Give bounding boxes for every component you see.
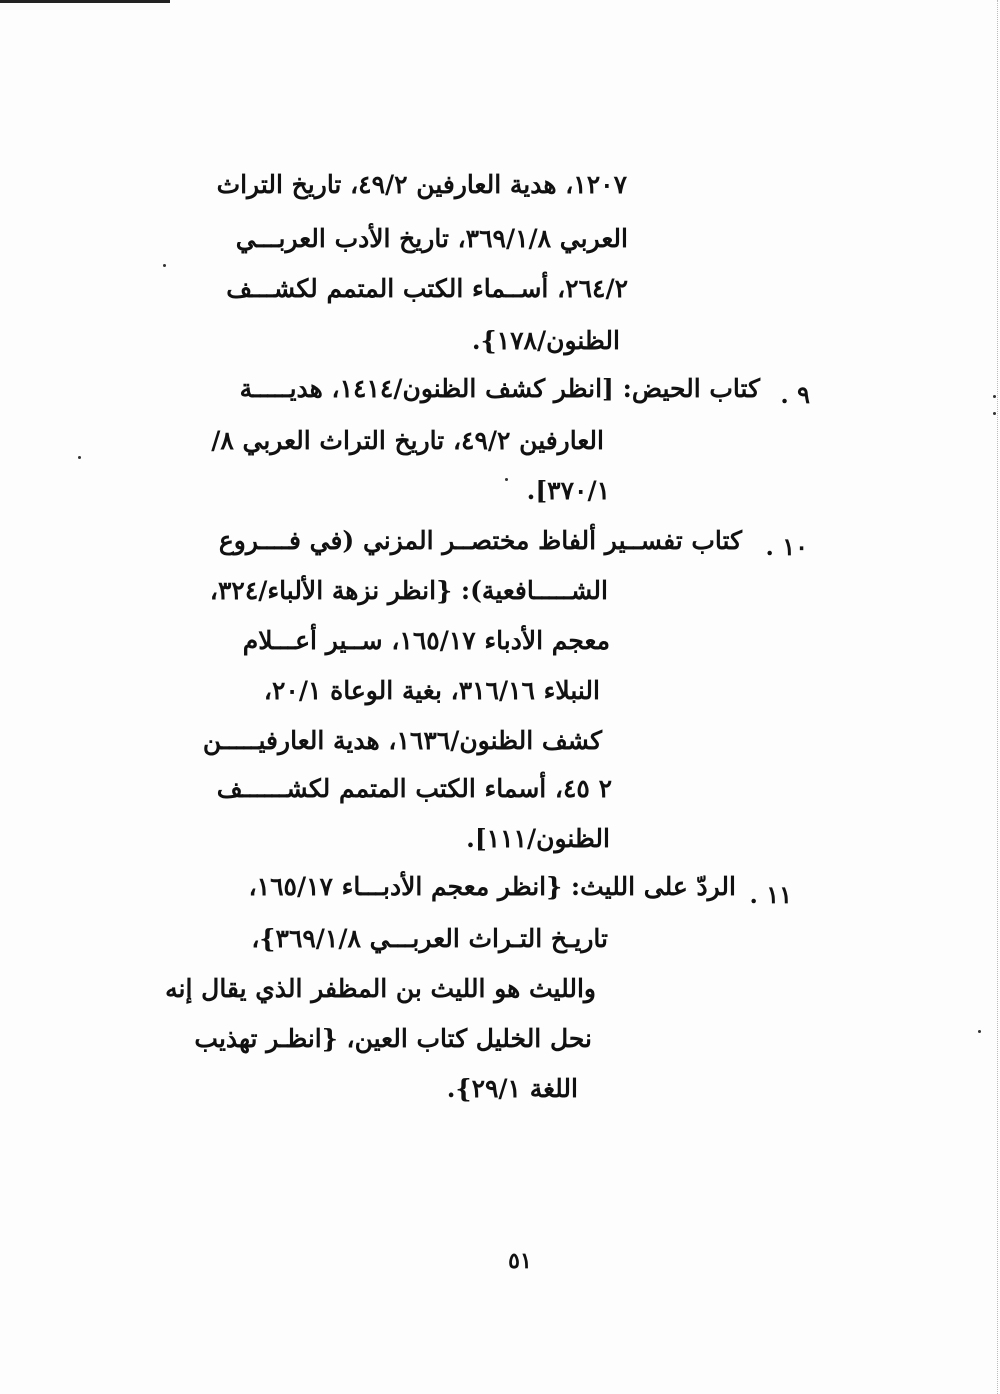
item-number-10: ١٠ . [765,532,808,561]
scan-speck [505,478,508,481]
text-line-10: معجم الأدباء ١٦٥/١٧، ســير أعـــلام [242,626,610,655]
item-number-11: ١١ . [749,880,792,909]
text-line-1: ١٢٠٧، هدية العارفين ٤٩/٢، تاريخ التراث [216,170,627,199]
text-line-16: تاريـخ التـراث العربـــي ٣٦٩/١/٨}، [251,924,608,953]
text-line-12: كشف الظنون/١٦٣٦، هدية العارفيـــــن [202,726,602,755]
text-line-8: كتاب تفســير ألفاظ مختصــر المزني (في فــــروع [218,526,742,555]
scan-speck [163,264,166,267]
scan-speck [978,1030,981,1033]
text-line-5: كتاب الحيض: [انظر كشف الظنون/١٤١٤، هديـــــة [239,374,760,403]
top-rule [0,0,170,3]
item-number-9: ٩ . [780,380,810,409]
text-line-7: ٣٧٠/١]. [526,476,610,505]
text-line-11: النبلاء ٣١٦/١٦، بغية الوعاة ٢٠/١، [263,676,600,705]
scan-speck [993,412,996,415]
text-line-4: الظنون/١٧٨}. [471,326,620,355]
page-edge [991,0,998,1394]
text-line-19: اللغة ٢٩/١}. [446,1074,578,1103]
text-line-15: الردّ على الليث: {انظر معجم الأدبـــاء ١٦٥/١٧، [248,872,736,901]
text-line-18: نحل الخليل كتاب العين، {انظـر تهذيب [194,1024,592,1053]
text-line-2: العربي ٣٦٩/١/٨، تاريخ الأدب العربـــي [235,224,628,253]
page-number: ٥١ [508,1248,532,1274]
text-line-17: والليث هو الليث بن المظفر الذي يقال إنه [165,974,596,1003]
text-line-14: الظنون/١١١]. [466,824,610,853]
scan-speck [78,456,81,459]
scan-speck [993,395,996,398]
text-line-13: ٢ ٤٥، أسماء الكتب المتمم لكشــــــف [216,774,612,803]
text-line-3: ٢٦٤/٢، أســماء الكتب المتمم لكشـــف [226,274,628,303]
text-line-6: العارفين ٤٩/٢، تاريخ التراث العربي ٨/ [211,426,604,455]
text-line-9: الشـــــافعية): {انظر نزهة الألباء/٣٢٤، [209,576,608,605]
